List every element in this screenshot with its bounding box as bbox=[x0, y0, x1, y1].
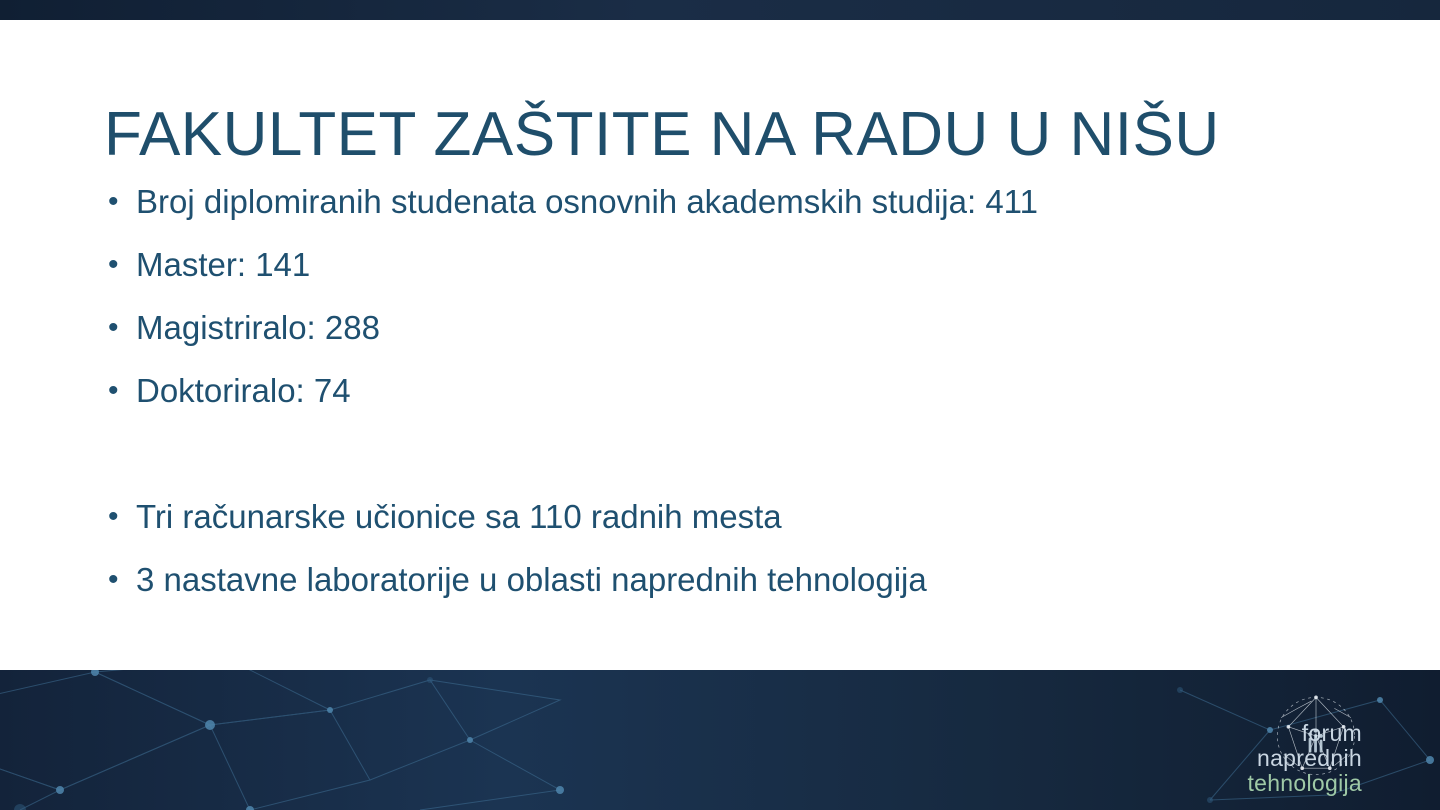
footer-logo-text bbox=[1247, 721, 1362, 796]
list-item: • Broj diplomiranih studenata osnovnih akademskih studija: 411 bbox=[104, 170, 1364, 233]
logo-line-1: forum bbox=[1301, 720, 1362, 746]
page-title: FAKULTET ZAŠTITE NA RADU U NIŠU bbox=[104, 99, 1220, 169]
list-item: • Tri računarske učionice sa 110 radnih mesta bbox=[104, 485, 1364, 548]
list-item: • Magistriralo: 288 bbox=[104, 296, 1364, 359]
list-item-spacer bbox=[104, 422, 1364, 485]
list-item: • Doktoriralo: 74 bbox=[104, 359, 1364, 422]
footer-band bbox=[0, 670, 1440, 810]
bullet-list bbox=[104, 170, 1364, 611]
list-item: • 3 nastavne laboratorije u oblasti naprednih tehnologija bbox=[104, 548, 1364, 611]
top-decorative-bar bbox=[0, 0, 1440, 20]
top-bar-gradient bbox=[0, 0, 1440, 20]
logo-line-2: naprednih bbox=[1256, 745, 1362, 771]
network-decoration-icon bbox=[0, 670, 1440, 810]
list-item: • Master: 141 bbox=[104, 233, 1364, 296]
logo-line-3: tehnologija bbox=[1247, 770, 1362, 796]
